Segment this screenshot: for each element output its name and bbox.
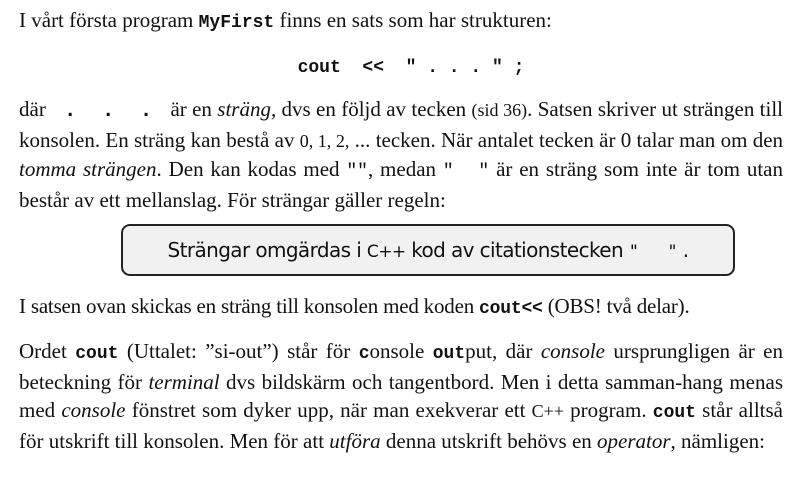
rule-quotes: " " <box>628 242 677 262</box>
text: dvs bildskärm och tangentbord. Men i detta samman-hang menas med <box>19 370 783 422</box>
emphasis-terminal: terminal <box>148 370 220 394</box>
inline-code-myfirst: MyFirst <box>198 13 275 33</box>
text: . Satsen skriver ut strängen till konsolen. En sträng kan bestå av <box>19 97 784 152</box>
text: . Den kan kodas med <box>156 157 347 181</box>
inline-code-out: out <box>432 344 466 364</box>
text: ursprungligen är en beteckning för <box>19 339 783 394</box>
emphasis-operator: operator <box>597 429 671 453</box>
text: där <box>19 97 52 121</box>
text: I vårt första program <box>19 8 199 32</box>
text: (Uttalet: ”si-out”) står för <box>118 339 359 363</box>
cpp-label: C++ <box>531 401 564 421</box>
rule-callout-box <box>121 224 735 276</box>
text: , medan <box>367 157 443 181</box>
text: denna utskrift behövs en <box>380 429 598 453</box>
text: är en <box>165 97 218 121</box>
text: finns en sats som har strukturen: <box>274 8 552 32</box>
text: (OBS! två delar). <box>542 294 690 318</box>
text: står alltså för utskrift till konsolen. Men för att <box>19 398 784 453</box>
text: Ordet <box>19 339 76 363</box>
inline-code-cout: cout <box>75 344 119 364</box>
text: ... tecken. När antalet tecken är 0 talar man om den <box>349 128 784 152</box>
page-reference: (sid 36) <box>471 100 528 120</box>
ellipsis-code: . . . <box>51 100 166 123</box>
inline-code-cout: cout <box>652 403 696 423</box>
text: , dvs en följd av tecken <box>270 97 472 121</box>
inline-code-cout-shift: cout<< <box>479 299 543 319</box>
paragraph-cout-explanation <box>19 337 783 455</box>
emphasis-strang: sträng <box>217 97 271 121</box>
rule-text: . <box>676 238 689 262</box>
text: put, där <box>465 339 541 363</box>
text: fönstret som dyker upp, när man exekverar ett <box>125 398 532 422</box>
emphasis-utfora: utföra <box>329 429 381 453</box>
text: är en sträng som inte är tom utan består av ett mellanslag. För strängar gäller regeln: <box>19 157 783 212</box>
paragraph-string-definition <box>19 95 783 214</box>
rule-text: Strängar omgärdas i <box>167 238 367 262</box>
inline-code-c: c <box>358 344 370 364</box>
inline-code-space-string: " " <box>442 162 490 182</box>
numbers: 0, 1, 2, <box>299 131 350 151</box>
paragraph-cout-operator <box>19 292 783 323</box>
rule-cpp: C++ <box>366 242 406 262</box>
text: program. <box>563 398 653 422</box>
rule-text: kod av citationstecken <box>405 238 629 262</box>
emphasis-console: console <box>61 398 126 422</box>
inline-code-empty-string: "" <box>346 162 368 182</box>
text: , nämligen: <box>670 429 765 453</box>
code-statement: cout << " . . . " ; <box>297 58 525 78</box>
paragraph-intro <box>19 6 783 37</box>
text: onsole <box>369 339 433 363</box>
text: I satsen ovan skickas en sträng till konsolen med koden <box>19 294 480 318</box>
emphasis-tomma-strangen: tomma strängen <box>19 157 157 181</box>
emphasis-console: console <box>540 339 605 363</box>
